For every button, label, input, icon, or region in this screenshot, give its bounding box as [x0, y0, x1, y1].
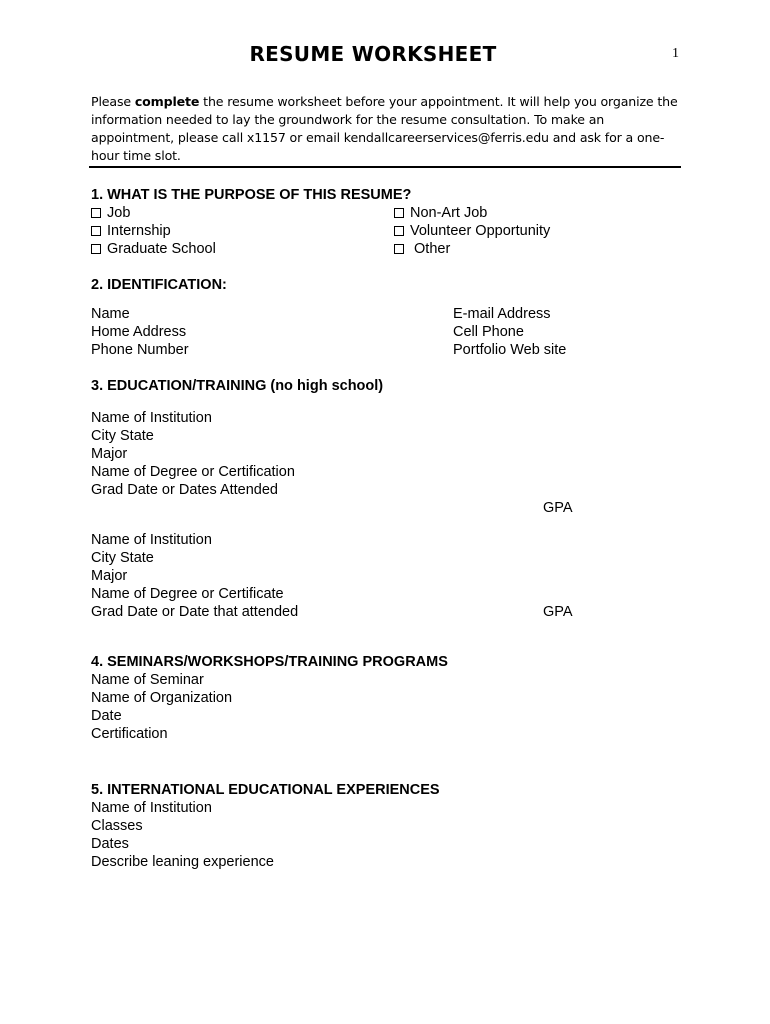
checkbox-icon[interactable] — [394, 208, 404, 218]
purpose-option-internship[interactable] — [91, 222, 216, 240]
field-institution: Name of Institution — [91, 800, 212, 816]
section-4-heading: 4. SEMINARS/WORKSHOPS/TRAINING PROGRAMS — [91, 654, 448, 670]
education-block-2 — [91, 531, 298, 621]
option-label: Other — [410, 241, 451, 257]
section-3-heading: 3. EDUCATION/TRAINING (no high school) — [91, 378, 384, 394]
field-major: Major — [91, 446, 128, 462]
purpose-option-volunteer[interactable] — [394, 222, 550, 240]
seminars-fields — [91, 671, 232, 743]
section-1-heading: 1. WHAT IS THE PURPOSE OF THIS RESUME? — [91, 187, 412, 203]
field-email: E-mail Address — [453, 306, 551, 322]
field-classes: Classes — [91, 818, 143, 834]
section-5-heading: 5. INTERNATIONAL EDUCATIONAL EXPERIENCES — [91, 782, 440, 798]
intro-text-rest: the resume worksheet before your appointment. It will help you organize the information needed to lay the groundwork for the resume consultation. To make an appointment, please call x1157 or email kendallcareerservices@ferris.edu and ask for a one-hour time slot. — [91, 94, 678, 163]
field-gpa-1: GPA — [543, 500, 573, 516]
international-fields — [91, 799, 274, 871]
field-home-address: Home Address — [91, 324, 187, 340]
header-divider — [89, 166, 681, 168]
field-grad-date: Grad Date or Date that attended — [91, 604, 299, 620]
checkbox-icon[interactable] — [394, 226, 404, 236]
option-label: Volunteer Opportunity — [410, 223, 551, 239]
identification-right — [453, 305, 566, 359]
field-portfolio: Portfolio Web site — [453, 342, 567, 358]
checkbox-icon[interactable] — [91, 208, 101, 218]
field-phone-number: Phone Number — [91, 342, 189, 358]
field-organization: Name of Organization — [91, 690, 233, 706]
field-city-state: City State — [91, 550, 154, 566]
field-degree: Name of Degree or Certification — [91, 464, 295, 480]
field-certification: Certification — [91, 726, 168, 742]
checkbox-icon[interactable] — [91, 226, 101, 236]
field-seminar-name: Name of Seminar — [91, 672, 204, 688]
purpose-option-other[interactable] — [394, 240, 550, 258]
field-cell-phone: Cell Phone — [453, 324, 524, 340]
checkbox-icon[interactable] — [394, 244, 404, 254]
field-major: Major — [91, 568, 128, 584]
identification-left — [91, 305, 189, 359]
field-dates: Dates — [91, 836, 129, 852]
purpose-options-left — [91, 204, 216, 258]
purpose-option-graduate-school[interactable] — [91, 240, 216, 258]
field-date: Date — [91, 708, 122, 724]
page-number: 1 — [672, 46, 679, 61]
option-label: Internship — [107, 223, 171, 239]
option-label: Non-Art Job — [410, 205, 488, 221]
field-institution: Name of Institution — [91, 532, 212, 548]
option-label: Job — [107, 205, 131, 221]
field-grad-date: Grad Date or Dates Attended — [91, 482, 278, 498]
purpose-option-non-art-job[interactable] — [394, 204, 550, 222]
section-2-heading: 2. IDENTIFICATION: — [91, 277, 227, 293]
field-degree: Name of Degree or Certificate — [91, 586, 284, 602]
field-institution: Name of Institution — [91, 410, 212, 426]
intro-paragraph — [91, 93, 689, 165]
intro-text-start: Please — [91, 94, 135, 109]
page-title: RESUME WORKSHEET — [249, 42, 497, 66]
field-learning-experience: Describe leaning experience — [91, 854, 274, 870]
field-name: Name — [91, 306, 130, 322]
field-city-state: City State — [91, 428, 154, 444]
education-block-1 — [91, 409, 295, 499]
option-label: Graduate School — [107, 241, 216, 257]
field-gpa-2: GPA — [543, 604, 573, 620]
checkbox-icon[interactable] — [91, 244, 101, 254]
purpose-option-job[interactable] — [91, 204, 216, 222]
purpose-options-right — [394, 204, 550, 258]
intro-bold-word: complete — [134, 94, 200, 109]
